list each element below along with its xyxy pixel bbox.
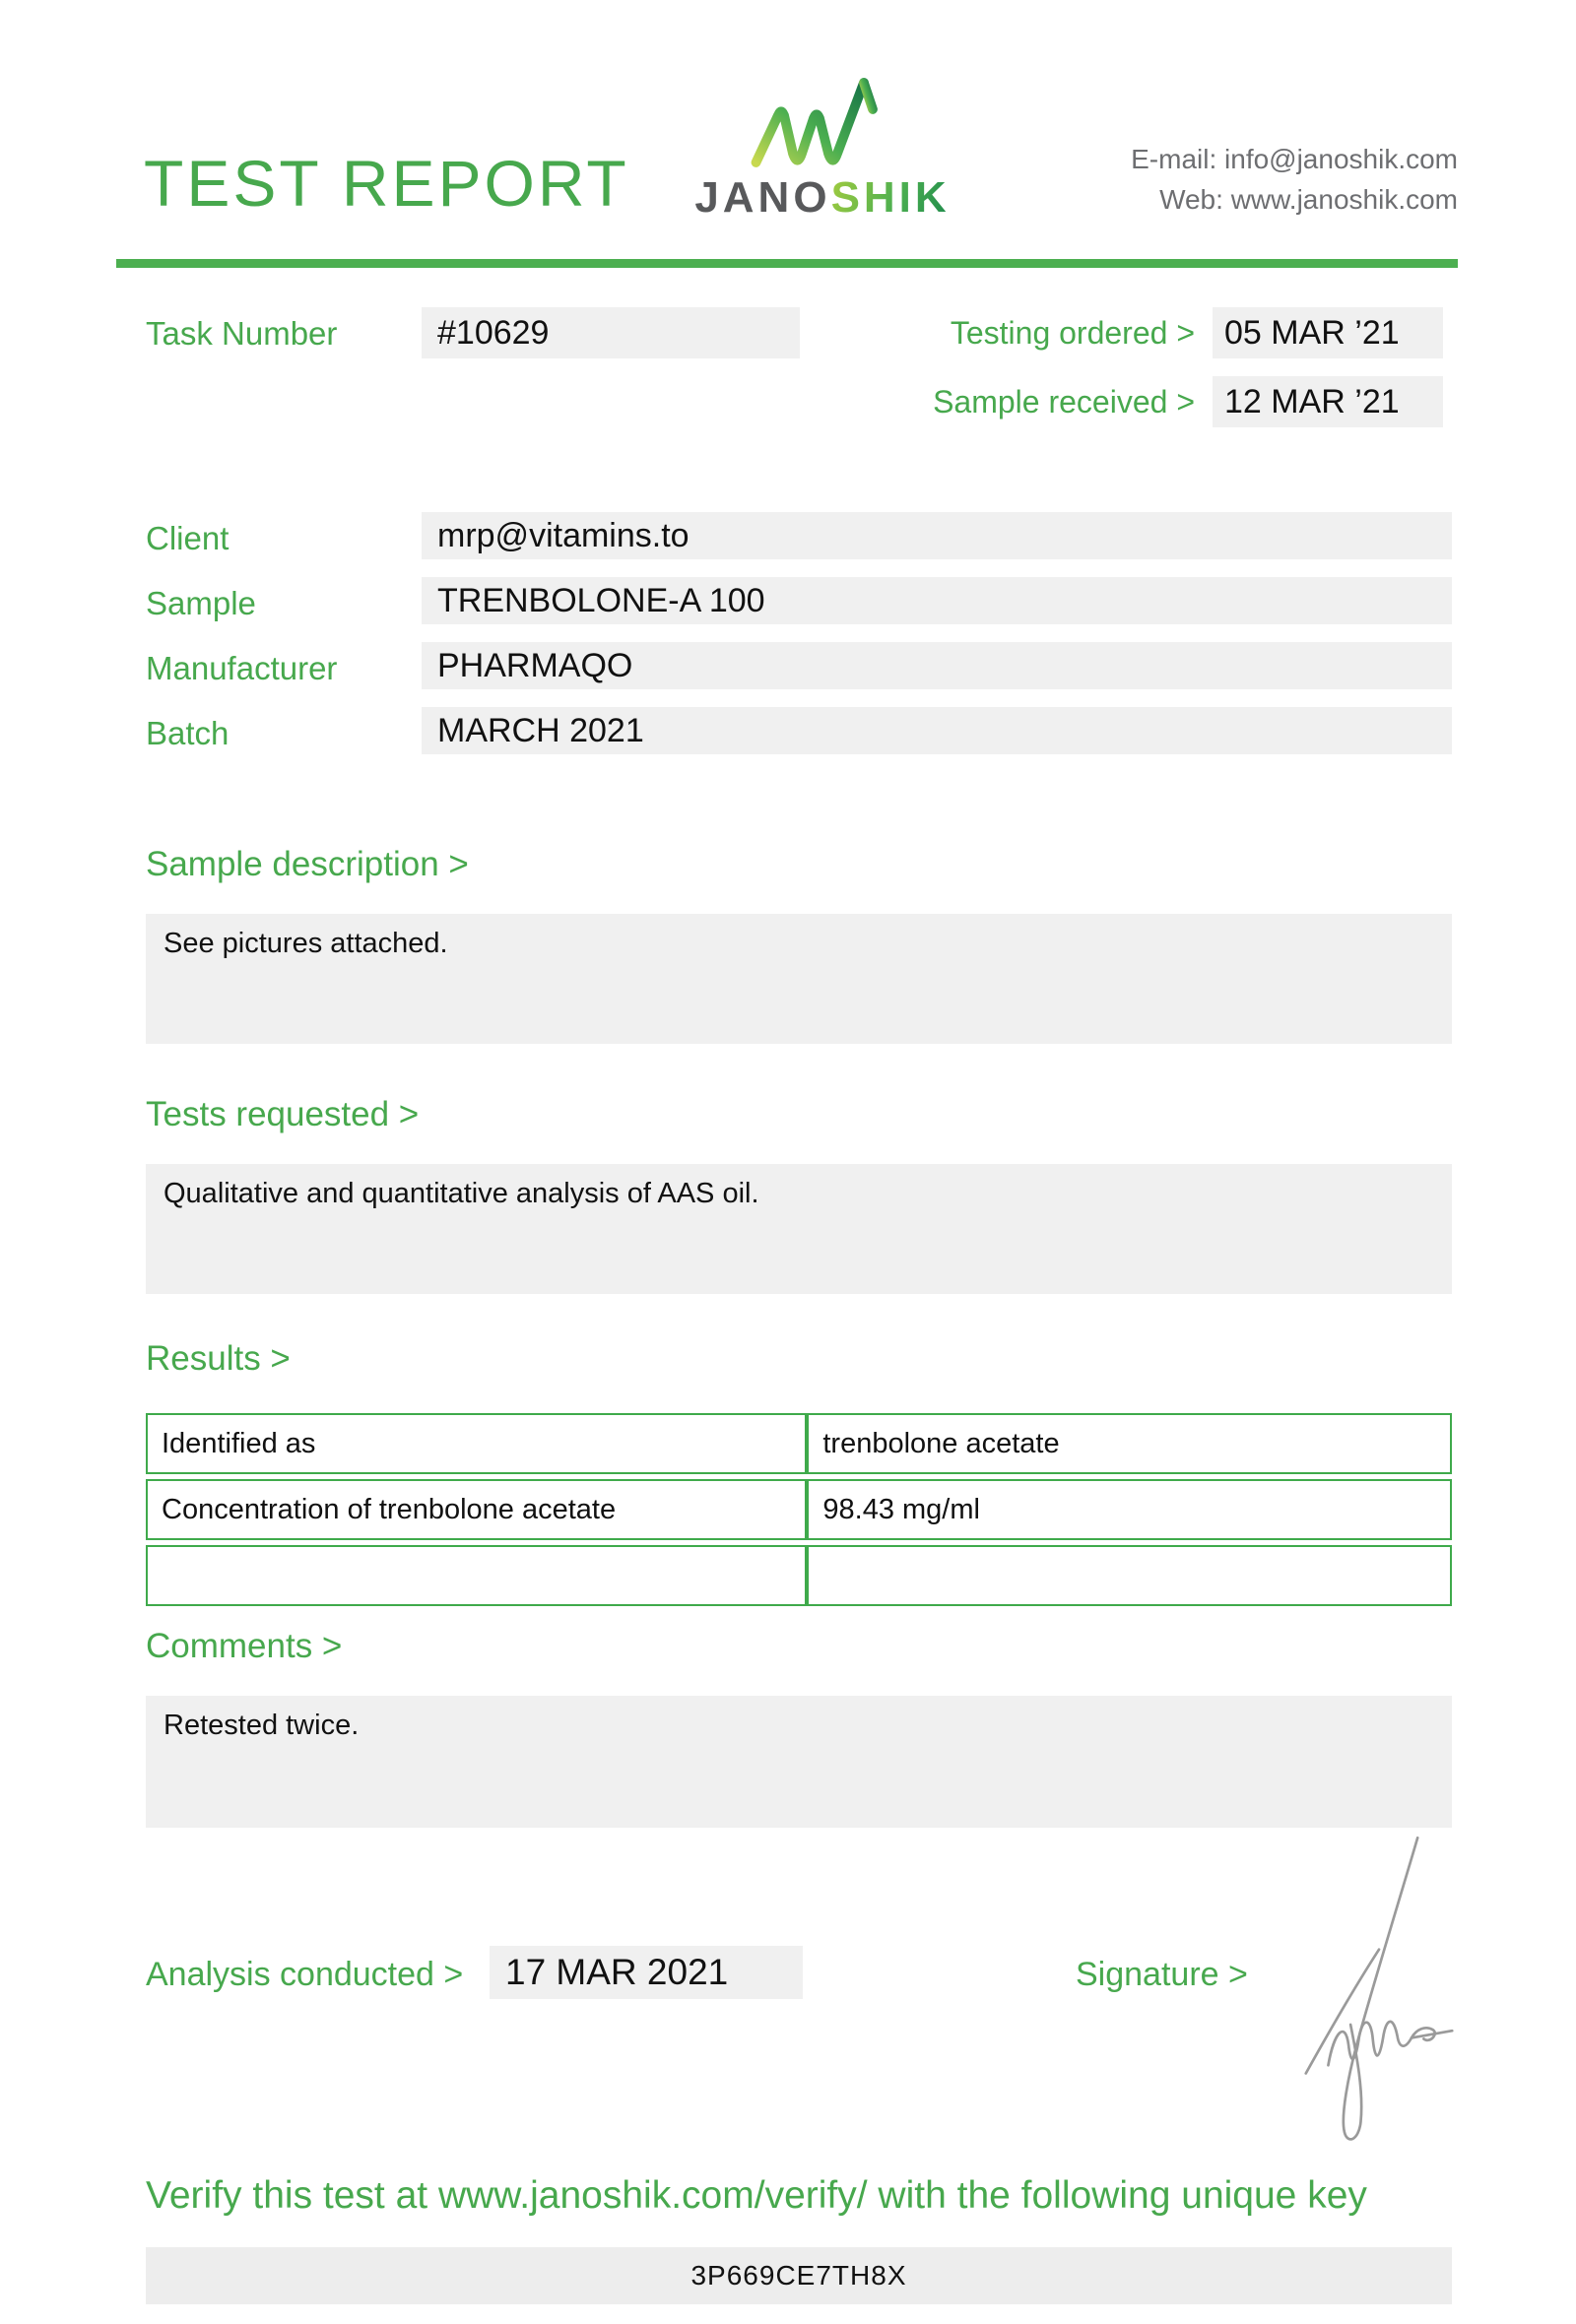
client-label: Client — [146, 520, 230, 556]
contact-web: Web: www.janoshik.com — [1159, 183, 1458, 215]
sample-description-heading: Sample description > — [146, 845, 469, 883]
tests-requested-heading: Tests requested > — [146, 1095, 420, 1133]
batch-value: MARCH 2021 — [422, 707, 1452, 754]
testing-ordered-label: Testing ordered > — [950, 314, 1195, 351]
client-value: mrp@vitamins.to — [422, 512, 1452, 559]
manufacturer-value: PHARMAQO — [422, 642, 1452, 689]
tests-requested-panel: Qualitative and quantitative analysis of AAS oil. — [146, 1164, 1452, 1294]
result-concentration-label: Concentration of trenbolone acetate — [146, 1479, 807, 1540]
results-table — [146, 1408, 1452, 1611]
page-title: TEST REPORT — [144, 147, 629, 220]
testing-ordered-value: 05 MAR ’21 — [1213, 307, 1443, 358]
result-identified-label: Identified as — [146, 1413, 807, 1474]
sample-value: TRENBOLONE-A 100 — [422, 577, 1452, 624]
task-number-label: Task Number — [146, 315, 338, 352]
signature-label: Signature > — [1076, 1956, 1248, 1993]
comments-heading: Comments > — [146, 1627, 343, 1665]
verify-key: 3P669CE7TH8X — [690, 2260, 907, 2291]
result-empty-value — [807, 1545, 1452, 1606]
growth-chart-arrow-icon — [749, 65, 896, 171]
testing-ordered-row — [951, 307, 1443, 358]
manufacturer-label: Manufacturer — [146, 650, 338, 686]
task-number-value: #10629 — [422, 307, 800, 358]
table-row — [146, 1413, 1452, 1474]
analysis-conducted-value: 17 MAR 2021 — [490, 1946, 803, 1999]
results-heading: Results > — [146, 1339, 291, 1378]
janoshik-logo — [680, 65, 965, 223]
sample-label: Sample — [146, 585, 256, 621]
sample-description-panel: See pictures attached. — [146, 914, 1452, 1044]
analysis-conducted-label: Analysis conducted > — [146, 1956, 464, 1993]
logo-wordmark — [680, 173, 965, 223]
comments-panel: Retested twice. — [146, 1696, 1452, 1828]
sample-received-row — [933, 376, 1443, 427]
contact-email: E-mail: info@janoshik.com — [1131, 144, 1458, 174]
sample-received-value: 12 MAR ’21 — [1213, 376, 1443, 427]
signature-scribble — [1296, 1830, 1462, 2155]
verify-key-box — [146, 2247, 1452, 2304]
green-divider — [116, 259, 1458, 268]
result-concentration-value: 98.43 mg/ml — [807, 1479, 1452, 1540]
contact-info — [1131, 140, 1458, 220]
result-identified-value: trenbolone acetate — [807, 1413, 1452, 1474]
verify-instruction: Verify this test at www.janoshik.com/verify/ with the following unique key — [146, 2174, 1367, 2217]
table-row — [146, 1545, 1452, 1606]
result-empty-label — [146, 1545, 807, 1606]
batch-label: Batch — [146, 715, 230, 751]
sample-received-label: Sample received > — [933, 383, 1195, 420]
logo-word-green: SHIK — [830, 173, 951, 222]
table-row — [146, 1479, 1452, 1540]
logo-word-dark: JANO — [694, 173, 831, 222]
